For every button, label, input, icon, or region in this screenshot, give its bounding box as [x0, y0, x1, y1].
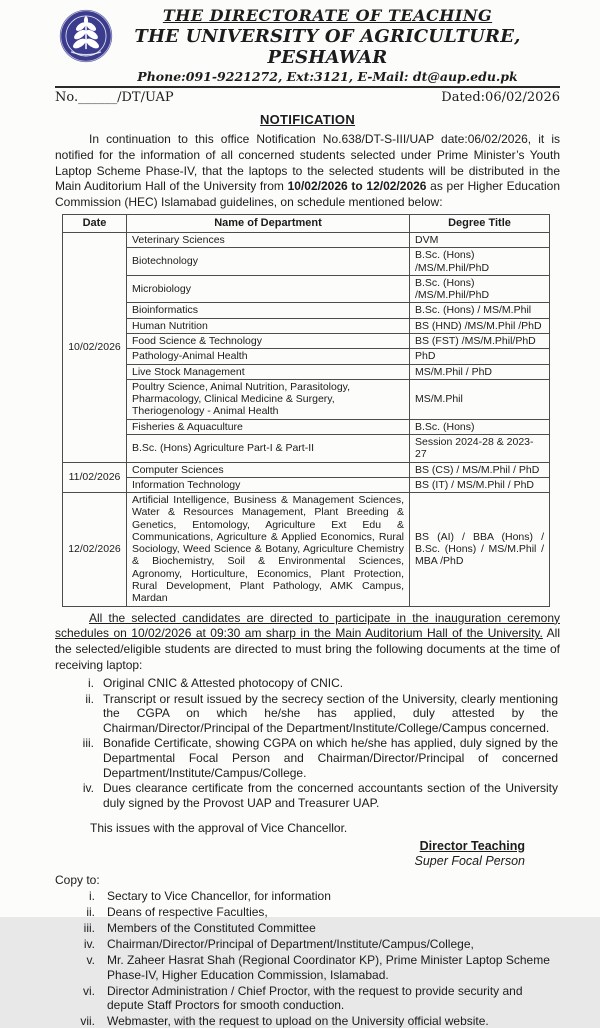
- list-item-text: Chairman/Director/Principal of Department/Institute/Campus/College,: [107, 937, 474, 952]
- intro-dates-bold: 10/02/2026 to 12/02/2026: [287, 179, 427, 194]
- table-row: [63, 349, 550, 364]
- table-row: [63, 419, 550, 434]
- contact-line: Phone:091-9221272, Ext:3121, E-Mail: dt@aup.edu.pk: [137, 69, 518, 84]
- department-cell: Fisheries & Aquaculture: [127, 419, 410, 434]
- col-header-degree: Degree Title: [410, 215, 550, 233]
- ceremony-rest-text: All the selected/eligible students are directed to must bring the following documents at the time of receiving laptop:: [55, 626, 560, 673]
- date-cell: 12/02/2026: [63, 493, 127, 607]
- table-row: [63, 477, 550, 492]
- department-cell: Veterinary Sciences: [127, 233, 410, 248]
- table-row: [63, 233, 550, 248]
- date-cell: 11/02/2026: [63, 462, 127, 493]
- intro-text-after: as per Higher Education Commission (HEC) Islamabad guidelines, on schedule mentioned below:: [55, 179, 560, 210]
- list-item-text: Mr. Zaheer Hasrat Shah (Regional Coordinator KP), Prime Minister Laptop Scheme Phase-IV, Higher Education Commission, Islamabad.: [107, 953, 550, 982]
- required-document-item: [55, 736, 560, 780]
- degree-cell: B.Sc. (Hons): [410, 419, 550, 434]
- col-header-date: Date: [63, 215, 127, 233]
- schedule-table: [62, 214, 550, 606]
- department-cell: B.Sc. (Hons) Agriculture Part-I & Part-II: [127, 434, 410, 462]
- list-item-numeral: v.: [86, 953, 95, 968]
- list-item-numeral: ii.: [86, 904, 95, 919]
- degree-cell: BS (AI) / BBA (Hons) / B.Sc. (Hons) / MS/M.Phil / MBA /PhD: [410, 493, 550, 607]
- degree-cell: BS (FST) /MS/M.Phil/PhD: [410, 333, 550, 348]
- list-item-numeral: ii.: [85, 691, 94, 706]
- department-cell: Information Technology: [127, 477, 410, 492]
- required-document-item: [55, 676, 560, 691]
- list-item-text: Original CNIC & Attested photocopy of CNIC.: [103, 675, 344, 690]
- degree-cell: BS (IT) / MS/M.Phil / PhD: [410, 477, 550, 492]
- university-seal-icon: [58, 8, 114, 64]
- list-item-text: Transcript or result issued by the secrecy section of the University, clearly mentioning the CGPA on which he/she has applied, duly attested by the Chairman/Director/Principal of the Department/Institute/College/Campus concerned.: [103, 691, 558, 735]
- list-item-numeral: iii.: [83, 921, 95, 936]
- copy-to-item: [55, 984, 560, 1012]
- schedule-table-body: [63, 233, 550, 607]
- list-item-text: Deans of respective Faculties,: [107, 904, 268, 919]
- required-document-item: [55, 692, 560, 736]
- degree-cell: B.Sc. (Hons) /MS/M.Phil/PhD: [410, 248, 550, 276]
- ceremony-underlined-text: All the selected candidates are directed to participate in the inauguration ceremony schedules on 10/02/2026 at 09:30 am sharp in the Main Auditorium Hall of the University.: [55, 610, 560, 641]
- table-row: [63, 275, 550, 303]
- degree-cell: MS/M.Phil / PhD: [410, 364, 550, 379]
- header-divider: [55, 86, 560, 88]
- list-item-numeral: i.: [89, 888, 95, 903]
- table-row: [63, 303, 550, 318]
- list-item-text: Director Administration / Chief Proctor, with the request to provide security and depute Staff Proctors for smooth conduction.: [107, 983, 523, 1012]
- copy-to-item: [55, 953, 560, 981]
- intro-paragraph: [55, 132, 560, 211]
- document-title: NOTIFICATION: [259, 112, 356, 127]
- copy-to-list: [55, 889, 560, 1028]
- list-item-text: Sectary to Vice Chancellor, for information: [107, 888, 331, 903]
- list-item-text: Dues clearance certificate from the concerned accountants section of the University duly signed by the Provost UAP and Treasurer UAP.: [103, 781, 558, 810]
- table-row: [63, 333, 550, 348]
- required-document-item: [55, 781, 560, 810]
- signature-block: [55, 839, 525, 870]
- org-name-line2: THE UNIVERSITY OF AGRICULTURE, PESHAWAR: [134, 26, 521, 68]
- table-row: [63, 318, 550, 333]
- letterhead: [55, 6, 560, 84]
- date-cell: 10/02/2026: [63, 233, 127, 463]
- list-item-numeral: vi.: [83, 983, 95, 998]
- degree-cell: B.Sc. (Hons) / MS/M.Phil: [410, 303, 550, 318]
- department-cell: Biotechnology: [127, 248, 410, 276]
- copy-to-item: [55, 937, 560, 951]
- department-cell: Pathology-Animal Health: [127, 349, 410, 364]
- table-header-row: [63, 215, 550, 233]
- list-item-numeral: i.: [88, 675, 94, 690]
- department-cell: Computer Sciences: [127, 462, 410, 477]
- department-cell: Microbiology: [127, 275, 410, 303]
- degree-cell: MS/M.Phil: [410, 379, 550, 419]
- copy-to-item: [55, 905, 560, 919]
- signatory-subtitle: Super Focal Person: [414, 854, 525, 869]
- department-cell: Food Science & Technology: [127, 333, 410, 348]
- department-cell: Artificial Intelligence, Business & Management Sciences, Water & Resources Management, Plant Breeding & Genetics, Entomology, Agriculture Ext Edu & Communications, Agriculture & Applied Economics, Rural Sociology, Weed Science & Botany, Agriculture Chemistry & Biochemistry, Soil & Environmental Sciences, Agronomy, Horticulture, Economics, Plant Protection, Rural Development, Plant Pathology, AMK Campus, Mardan: [127, 493, 410, 607]
- department-cell: Poultry Science, Animal Nutrition, Parasitology, Pharmacology, Clinical Medicine & Surgery, Theriogenology - Animal Health: [127, 379, 410, 419]
- copy-to-label: Copy to:: [55, 872, 100, 887]
- signatory-title: Director Teaching: [419, 838, 525, 853]
- degree-cell: DVM: [410, 233, 550, 248]
- list-item-numeral: iv.: [83, 937, 95, 952]
- ref-date: Dated:06/02/2026: [441, 90, 560, 105]
- table-row: [63, 434, 550, 462]
- list-item-numeral: vii.: [80, 1014, 95, 1028]
- copy-to-item: [55, 1014, 560, 1028]
- degree-cell: PhD: [410, 349, 550, 364]
- list-item-text: Members of the Constituted Committee: [107, 921, 316, 936]
- table-row: [63, 248, 550, 276]
- degree-cell: Session 2024-28 & 2023-27: [410, 434, 550, 462]
- list-item-text: Bonafide Certificate, showing CGPA on which he/she has applied, duly signed by the Departmental Focal Person and Chairman/Director/Principal of concerned Department/Institute/Campus/College.: [103, 736, 558, 780]
- table-row: [63, 364, 550, 379]
- ref-number: No.______/DT/UAP: [55, 90, 174, 105]
- list-item-text: Webmaster, with the request to upload on the University official website.: [107, 1014, 489, 1028]
- table-row: [63, 493, 550, 607]
- ceremony-paragraph: [55, 611, 560, 674]
- department-cell: Bioinformatics: [127, 303, 410, 318]
- org-name-line1: THE DIRECTORATE OF TEACHING: [162, 6, 493, 25]
- copy-to-item: [55, 921, 560, 935]
- reference-line: [55, 90, 560, 105]
- list-item-numeral: iii.: [82, 736, 94, 751]
- degree-cell: B.Sc. (Hons) /MS/M.Phil/PhD: [410, 275, 550, 303]
- table-row: [63, 462, 550, 477]
- intro-text-before: In continuation to this office Notification No.638/DT-S-III/UAP date:06/02/2026, it is notified for the information of all concerned students selected under Prime Minister’s Youth Laptop Scheme Phase-IV, that the laptops to the selected students will be distributed in the Main Auditorium Hall of the University from: [55, 132, 560, 194]
- table-row: [63, 379, 550, 419]
- required-documents-list: [55, 676, 560, 811]
- department-cell: Human Nutrition: [127, 318, 410, 333]
- list-item-numeral: iv.: [82, 781, 94, 796]
- col-header-department: Name of Department: [127, 215, 410, 233]
- approval-line: This issues with the approval of Vice Chancellor.: [90, 820, 348, 835]
- degree-cell: BS (HND) /MS/M.Phil /PhD: [410, 318, 550, 333]
- degree-cell: BS (CS) / MS/M.Phil / PhD: [410, 462, 550, 477]
- department-cell: Live Stock Management: [127, 364, 410, 379]
- copy-to-item: [55, 889, 560, 903]
